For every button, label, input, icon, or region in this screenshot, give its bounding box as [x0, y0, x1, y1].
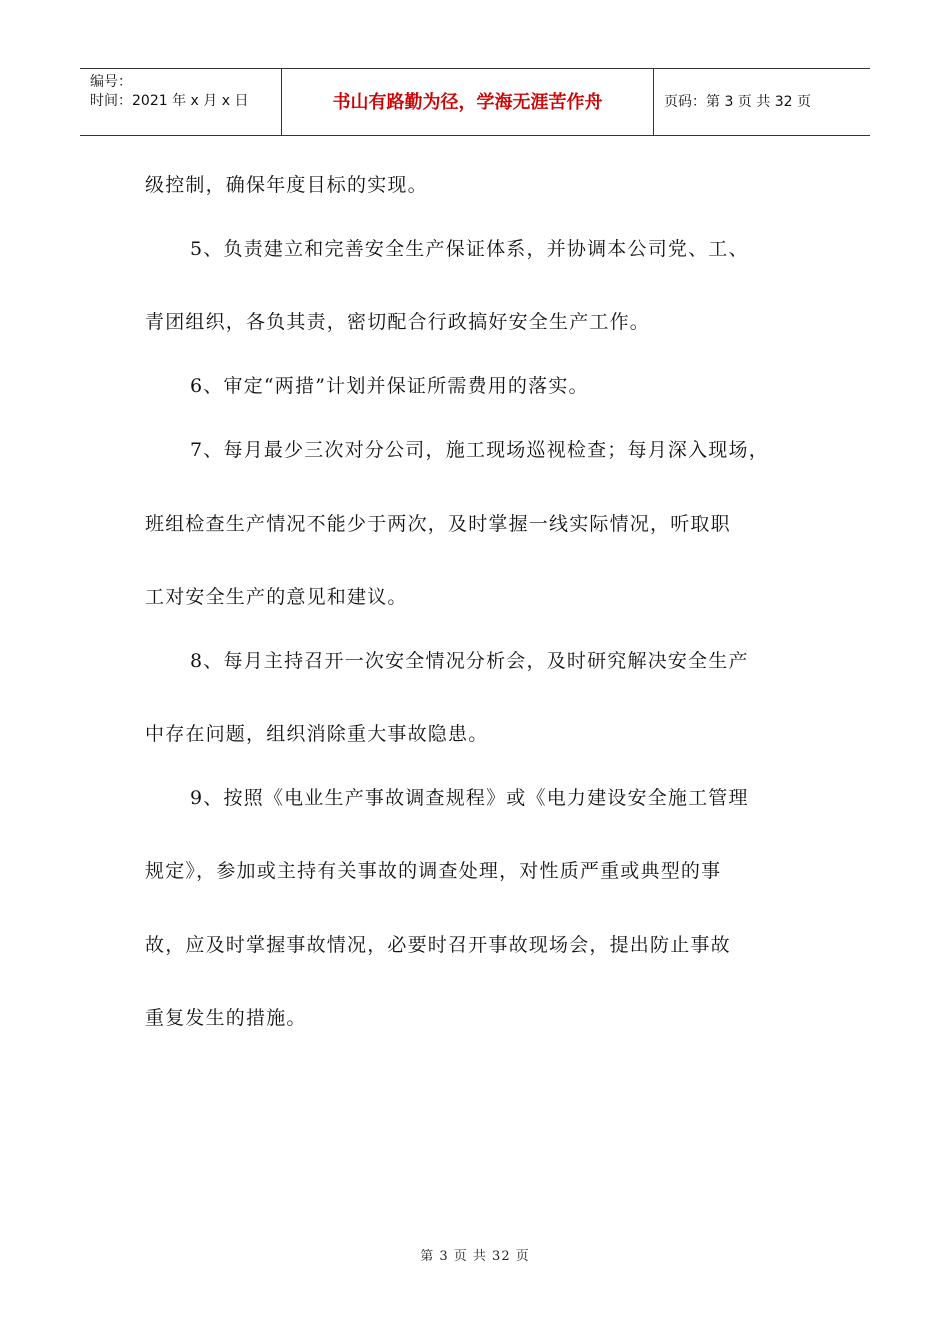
document-header [80, 68, 870, 136]
body-line: 6、审定“两措”计划并保证所需费用的落实。 [190, 375, 589, 397]
body-line: 9、按照《电业生产事故调查规程》或《电力建设安全施工管理 [190, 787, 749, 809]
body-line: 级控制，确保年度目标的实现。 [145, 174, 428, 196]
body-line: 7、每月最少三次对分公司，施工现场巡视检查；每月深入现场， [190, 439, 769, 461]
body-line: 班组检查生产情况不能少于两次，及时掌握一线实际情况，听取职 [145, 513, 731, 535]
body-line: 故，应及时掌握事故情况，必要时召开事故现场会，提出防止事故 [145, 934, 731, 956]
header-motto: 书山有路勤为径，学海无涯苦作舟 [332, 92, 603, 113]
document-id-label: 编号： [90, 74, 132, 90]
body-line: 重复发生的措施。 [145, 1007, 307, 1029]
body-line: 5、负责建立和完善安全生产保证体系，并协调本公司党、工、 [190, 238, 749, 260]
page-footer: 第 3 页 共 32 页 [420, 1249, 530, 1264]
body-line: 中存在问题，组织消除重大事故隐患。 [145, 723, 489, 745]
body-line: 8、每月主持召开一次安全情况分析会，及时研究解决安全生产 [190, 650, 749, 672]
body-line: 工对安全生产的意见和建议。 [145, 586, 408, 608]
header-page-code: 页码：第 3 页 共 32 页 [664, 94, 811, 110]
header-divider [653, 69, 654, 135]
document-date-label: 时间：2021 年 x 月 x 日 [90, 93, 249, 109]
body-line: 规定》，参加或主持有关事故的调查处理，对性质严重或典型的事 [145, 860, 722, 882]
body-line: 青团组织，各负其责，密切配合行政搞好安全生产工作。 [145, 311, 651, 333]
